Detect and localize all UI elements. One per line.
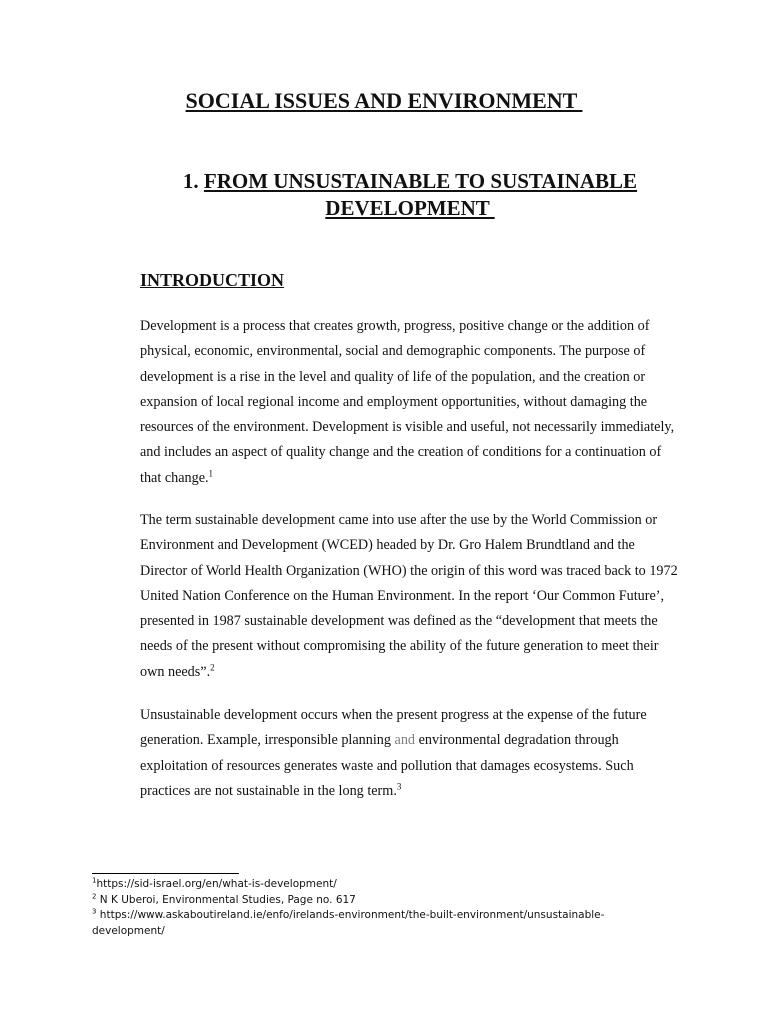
footnote-number: 1 <box>92 876 97 885</box>
footnote-text: N K Uberoi, Environmental Studies, Page no. 617 <box>96 893 356 906</box>
footnote-number: 2 <box>92 892 97 900</box>
section-title-line-2: DEVELOPMENT <box>325 196 495 220</box>
footnotes <box>92 877 652 939</box>
footnote-reference[interactable]: 3 <box>396 781 402 792</box>
footnote-text[interactable]: https://www.askaboutireland.ie/enfo/irelands-environment/the-built-environment/unsustainable-development/ <box>92 909 605 937</box>
footnote-number: 3 <box>92 907 97 916</box>
paragraph-text: The term sustainable development came into use after the use by the World Commission or Environment and Development (WCED) headed by Dr. Gro Halem Brundtland and the Director of World Health Organization (WHO) the origin of this word was traced back to 1972 United Nation Conference on the Human Environment. In the report ‘Our Common Future’, presented in 1987 sustainable development was defined as the “development that meets the needs of the present without compromising the ability of the future generation to meet their own needs”. <box>140 512 678 680</box>
section-title <box>140 168 680 222</box>
paragraph-development <box>140 314 680 491</box>
paragraph-text: Unsustainable development occurs when the present progress at the expense of the future generation. Example, irresponsible planning <box>140 707 647 749</box>
paragraph-sustainable-development <box>140 508 680 685</box>
section-number: 1. <box>182 169 204 193</box>
footnote-separator <box>92 873 239 874</box>
section-title-line-1: FROM UNSUSTAINABLE TO SUSTAINABLE <box>203 169 638 193</box>
footnote-2 <box>92 893 652 909</box>
paragraph-text: environmental degradation through exploitation of resources generates waste and pollution that damages ecosystems. Such practices are not sustainable in the long term. <box>140 732 634 799</box>
paragraph-unsustainable-development <box>140 703 680 804</box>
introduction-heading: INTRODUCTION <box>140 270 285 290</box>
footnote-3 <box>92 908 652 939</box>
highlighted-word: and <box>394 732 416 749</box>
footnote-reference[interactable]: 2 <box>210 662 215 673</box>
footnote-reference[interactable]: 1 <box>208 468 214 479</box>
paragraph-text: Development is a process that creates growth, progress, positive change or the addition of physical, economic, environmental, social and demographic components. The purpose of development is a rise in the level and quality of life of the population, and the creation or expansion of local regional income and employment opportunities, without damaging the resources of the environment. Development is visible and useful, not necessarily immediately, and includes an aspect of quality change and the creation of conditions for a continuation of that change. <box>140 318 675 486</box>
footnote-1 <box>92 877 652 893</box>
page-title: SOCIAL ISSUES AND ENVIRONMENT <box>185 88 583 113</box>
footnote-text[interactable]: https://sid-israel.org/en/what-is-development/ <box>96 878 337 890</box>
